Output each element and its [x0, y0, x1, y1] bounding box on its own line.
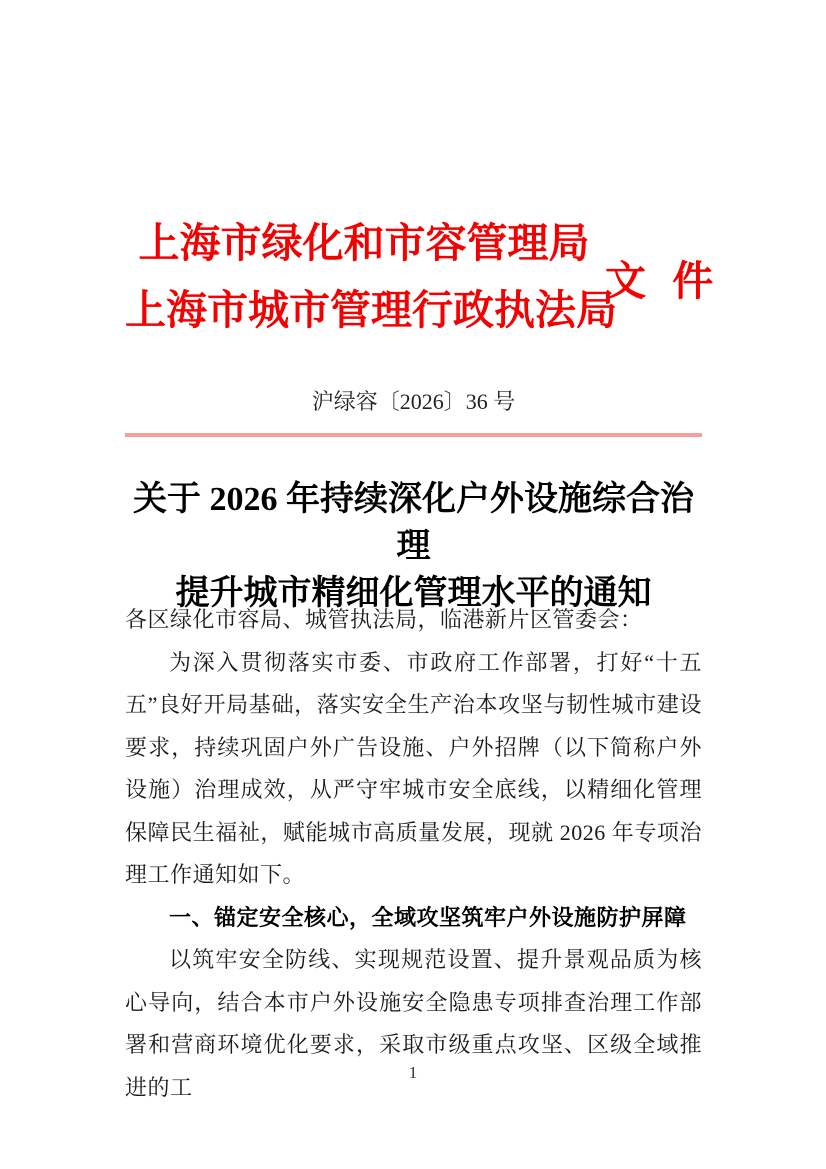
document-title-line2: 提升城市精细化管理水平的通知: [175, 575, 652, 612]
page-number: 1: [408, 1063, 418, 1082]
document-title-line1: 关于 2026 年持续深化户外设施综合治理: [133, 481, 694, 565]
document-title: [118, 476, 709, 617]
body-paragraph-1: 为深入贯彻落实市委、市政府工作部署，打好“十五五”良好开局基础，落实安全生产治本攻坚与韧性城市建设要求，持续巩固户外广告设施、户外招牌（以下简称户外设施）治理成效，从严守牢城市安全底线，以精细化管理保障民生福祉，赋能城市高质量发展，现就 2026 年专项治理工作通知如下。: [125, 649, 702, 887]
agency-name-line1: 上海市绿化和市容管理局: [138, 220, 590, 266]
section-1-heading: 一、锚定安全核心，全域攻坚筑牢户外设施防护屏障: [169, 904, 687, 930]
letterhead: [125, 210, 722, 344]
document-number: 沪绿容〔2026〕36 号: [311, 389, 516, 414]
issuing-agencies: [125, 210, 617, 344]
red-divider-rule: [125, 433, 702, 437]
doc-type-label: 文 件: [605, 257, 722, 304]
body-paragraph-2: 以筑牢安全防线、实现规范设置、提升景观品质为核心导向，结合本市户外设施安全隐患专项排查治理工作部署和营商环境优化要求，采取市级重点攻坚、区级全域推进的工: [125, 947, 702, 1100]
document-body: [125, 599, 702, 1109]
agency-name-line2: 上海市城市管理行政执法局: [125, 287, 617, 333]
salutation: 各区绿化市容局、城管执法局，临港新片区管委会：: [125, 607, 643, 632]
